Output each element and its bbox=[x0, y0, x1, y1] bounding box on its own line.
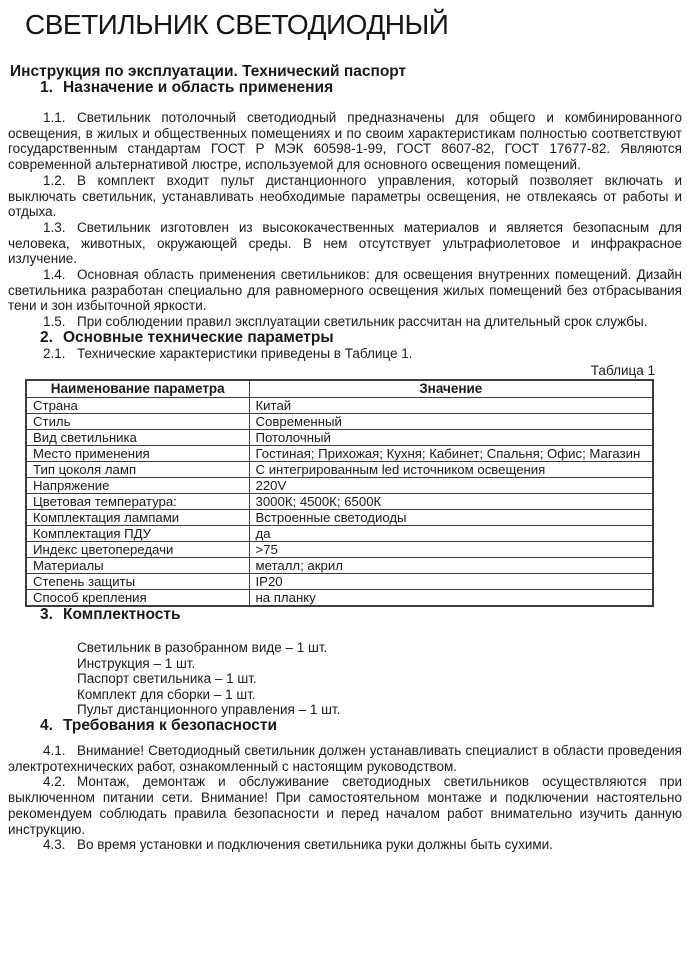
param-name: Комплектация лампами bbox=[26, 510, 249, 526]
paragraph-1-1-number: 1.1. bbox=[43, 110, 66, 125]
paragraph-1-1 bbox=[8, 110, 682, 173]
paragraph-1-5-text: При соблюдении правил эксплуатации светильник рассчитан на длительный срок службы. bbox=[77, 314, 648, 330]
paragraph-4-2-number: 4.2. bbox=[43, 774, 66, 790]
param-value: 220V bbox=[249, 478, 653, 494]
parameters-table bbox=[25, 379, 654, 608]
paragraph-4-1 bbox=[8, 743, 682, 774]
param-value: Китай bbox=[249, 398, 653, 414]
param-name: Индекс цветопередачи bbox=[26, 542, 249, 558]
paragraph-1-3-text: Светильник изготовлен из высококачественных материалов и является безопасным для человека, животных, окружающей среды. В нем отсутствует ультрафиолетовое и инфракрасное излучение. bbox=[8, 219, 682, 267]
paragraph-2-1 bbox=[8, 346, 682, 362]
section-3-title: Комплектность bbox=[63, 606, 181, 624]
table-row bbox=[26, 590, 653, 607]
paragraph-1-5 bbox=[8, 314, 682, 330]
param-name: Способ крепления bbox=[26, 590, 249, 607]
table-header-value: Значение bbox=[249, 380, 653, 398]
paragraph-4-2-text: Монтаж, демонтаж и обслуживание светодиодных светильников осуществляются при выключенном питании сети. Внимание! При самостоятельном монтаже и подключении настоятельно рекомендуем соблюдать правила безопасности и перед началом работ внимательно изучить данную инструкцию. bbox=[8, 774, 682, 837]
param-name: Степень защиты bbox=[26, 574, 249, 590]
paragraph-2-1-text: Технические характеристики приведены в Таблице 1. bbox=[77, 345, 413, 361]
section-4-title: Требования к безопасности bbox=[63, 717, 278, 735]
table-row bbox=[26, 494, 653, 510]
table-row bbox=[26, 574, 653, 590]
param-value: 3000К; 4500К; 6500К bbox=[249, 494, 653, 510]
param-value: С интегрированным led источником освещения bbox=[249, 462, 653, 478]
table-row bbox=[26, 398, 653, 414]
paragraph-2-1-number: 2.1. bbox=[43, 345, 66, 361]
param-value: Потолочный bbox=[249, 430, 653, 446]
param-value: на планку bbox=[249, 590, 653, 607]
kit-list bbox=[8, 640, 682, 718]
paragraph-4-1-number: 4.1. bbox=[43, 743, 66, 759]
param-name: Страна bbox=[26, 398, 249, 414]
section-1-body bbox=[8, 110, 682, 330]
table-header-row bbox=[26, 380, 653, 398]
section-4-heading bbox=[40, 718, 682, 734]
kit-item: Комплект для сборки – 1 шт. bbox=[77, 686, 256, 702]
param-value: металл; акрил bbox=[249, 558, 653, 574]
param-value: >75 bbox=[249, 542, 653, 558]
paragraph-4-3-number: 4.3. bbox=[43, 837, 66, 853]
param-name: Вид светильника bbox=[26, 430, 249, 446]
document-subtitle: Инструкция по эксплуатации. Технический паспорт bbox=[10, 63, 407, 80]
paragraph-1-1-text: Светильник потолочный светодиодный предназначены для общего и комбинированного освещения, в жилых и общественных помещениях и по своим характеристикам полностью соответствуют государственным стандартам ГОСТ Р МЭК 60598-1-99, ГОСТ 8607-82, ГОСТ 17677-82. Являются современной альтернативой люстре, используемой для основного освещения помещений. bbox=[8, 110, 682, 173]
table-row bbox=[26, 542, 653, 558]
section-4-body bbox=[8, 743, 682, 853]
paragraph-4-1-text: Внимание! Светодиодный светильник должен устанавливать специалист в области проведения электротехнических работ, ознакомленный с настоящим руководством. bbox=[8, 743, 682, 774]
table-row bbox=[26, 414, 653, 430]
param-name: Материалы bbox=[26, 558, 249, 574]
param-name: Комплектация ПДУ bbox=[26, 526, 249, 542]
param-name: Цветовая температура: bbox=[26, 494, 249, 510]
table-row bbox=[26, 510, 653, 526]
paragraph-1-4-text: Основная область применения светильников: для освещения внутренних помещений. Дизайн светильника разработан специально для равномерного освещения жилых помещений без отбрасывания тени и зон избыточной яркости. bbox=[8, 267, 682, 314]
paragraph-1-4 bbox=[8, 267, 682, 314]
section-1-number: 1. bbox=[40, 79, 53, 96]
section-2-number: 2. bbox=[40, 328, 53, 346]
section-3-heading bbox=[40, 607, 682, 623]
paragraph-1-5-number: 1.5. bbox=[43, 314, 66, 330]
section-1-heading bbox=[40, 80, 682, 96]
table-row bbox=[26, 558, 653, 574]
paragraph-4-3 bbox=[8, 837, 682, 853]
param-name: Напряжение bbox=[26, 478, 249, 494]
table-caption: Таблица 1 bbox=[590, 362, 655, 378]
param-name: Стиль bbox=[26, 414, 249, 430]
param-value: да bbox=[249, 526, 653, 542]
param-name: Место применения bbox=[26, 446, 249, 462]
section-1-title: Назначение и область применения bbox=[63, 79, 334, 96]
table-row bbox=[26, 478, 653, 494]
param-value: Встроенные светодиоды bbox=[249, 510, 653, 526]
paragraph-1-4-number: 1.4. bbox=[43, 267, 66, 283]
section-2-title: Основные технические параметры bbox=[63, 328, 334, 346]
paragraph-1-3-number: 1.3. bbox=[43, 219, 66, 235]
section-4-number: 4. bbox=[40, 717, 53, 735]
table-header-parameter: Наименование параметра bbox=[26, 380, 249, 398]
document-title: СВЕТИЛЬНИК СВЕТОДИОДНЫЙ bbox=[25, 9, 449, 40]
table-row bbox=[26, 430, 653, 446]
param-value: Гостиная; Прихожая; Кухня; Кабинет; Спальня; Офис; Магазин bbox=[249, 446, 653, 462]
paragraph-1-2-text: В комплект входит пульт дистанционного управления, который позволяет включать и выключать светильник, устанавливать необходимые параметры освещения, не отвлекаясь от работы и отдыха. bbox=[8, 172, 682, 220]
paragraph-1-2-number: 1.2. bbox=[43, 172, 66, 188]
paragraph-1-3 bbox=[8, 220, 682, 267]
paragraph-4-2 bbox=[8, 774, 682, 837]
kit-item: Пульт дистанционного управления – 1 шт. bbox=[77, 702, 341, 718]
param-value: Современный bbox=[249, 414, 653, 430]
param-name: Тип цоколя ламп bbox=[26, 462, 249, 478]
table-row bbox=[26, 462, 653, 478]
table-row bbox=[26, 526, 653, 542]
kit-item: Инструкция – 1 шт. bbox=[77, 655, 196, 671]
section-3-number: 3. bbox=[40, 606, 53, 624]
section-2-heading bbox=[40, 330, 682, 346]
param-value: IP20 bbox=[249, 574, 653, 590]
paragraph-1-2 bbox=[8, 173, 682, 220]
paragraph-4-3-text: Во время установки и подключения светильника руки должны быть сухими. bbox=[77, 837, 553, 853]
kit-item: Светильник в разобранном виде – 1 шт. bbox=[77, 640, 328, 656]
table-row bbox=[26, 446, 653, 462]
kit-item: Паспорт светильника – 1 шт. bbox=[77, 671, 257, 687]
